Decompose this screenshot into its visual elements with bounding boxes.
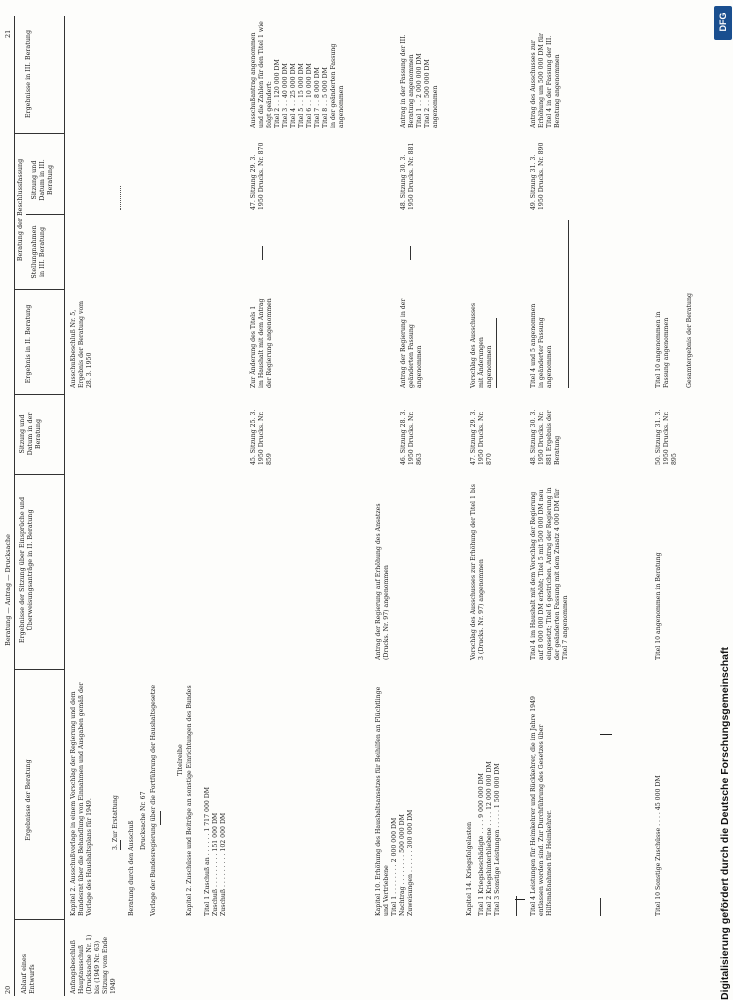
row2-col8: Ausschußantrag angenommen und die Zahlen für den Titel 1 wie folgt geändert: Titel 2 . . 120 000 DM Titel 3 . . 40 000 DM Titel 4 . . 25 000 DM Titel 5 . . 15 000 DM Titel 6 . . 10 000 DM Titel 7 . . 8 000 DM Titel 8 . . 5 000 DM in der geänderten Fassung angenommen <box>250 21 345 128</box>
dash-mark <box>160 811 161 825</box>
row4-title: Kapitel 14. Kriegsfolgelasten <box>465 821 473 916</box>
header-sep <box>14 289 64 290</box>
row5-col8: Antrag des Ausschusses zur Erhöhung um 500 000 DM für Titel 4 in der Fassung der III. Beratung angenommen <box>530 33 561 128</box>
header-col4: Sitzung und Datum in der Beratung <box>18 412 42 456</box>
row3-col2: Kapitel 10. Erhöhung des Haushaltsansatzes für Beihilfen an Flüchtlinge und Vertriebene Titel 1 . . . . . . . . 2 000 000 DM Nachtrag . . . . . . . . 500 000 DM Zuweisungen . . . . . . 300 000 DM <box>375 686 414 916</box>
cell-rule <box>568 296 569 388</box>
row5-col3: Titel 4 im Haushalt mit dem Vorschlag der Regierung auf 8 000 000 DM erhöht; Titel 5 mit 500 000 DM neu eingesetzt; Titel 6 gestrichen. Antrag der Regierung in der geänderten Fassung mit dem Zusatz 4 000 DM für Titel 7 angenommen <box>530 487 569 660</box>
dotted-placeholder <box>120 186 121 210</box>
row1-col5: Ausschußbeschluß Nr. 5, Ergebnis der Beratung vom 28. 3. 1950 <box>70 300 93 388</box>
row6-col3: Titel 10 angenommen in Beratung <box>655 552 662 660</box>
header-col6: Stellungnahmen in III. Beratung <box>30 225 46 279</box>
row4-col3: Vorschlag des Ausschusses zur Erhöhung der Titel 1 bis 3 (Drucks. Nr. 97) angenommen <box>470 484 485 660</box>
dash-mark <box>600 898 601 916</box>
row4-col4: 47. Sitzung 29. 3. 1950 Drucks. Nr. 870 <box>470 409 493 465</box>
row2-items: Titel 1 Zuschuß an . . . . . . 1 717 000 DM Zuschuß . . . . . . . . . 151 000 DM Zuschuß . . . . . . . . . 102 000 DM <box>204 786 227 916</box>
row2-col5: Zur Änderung des Titels 1 im Haushalt mit dem Antrag der Regierung angenommen <box>250 298 273 388</box>
cell-rule <box>496 318 497 388</box>
row3-col5: Antrag der Regierung in der geänderten Fassung angenommen <box>400 298 423 388</box>
row6-note: Gesamtergebnis der Beratung <box>686 293 693 388</box>
header-sep <box>14 394 64 395</box>
dash-mark <box>600 734 612 735</box>
header-col8: Ergebnisse in III. Beratung <box>24 29 32 119</box>
header-col2: Ergebnisse der Beratung <box>24 759 32 841</box>
dfg-logo-text: DFG <box>718 12 728 32</box>
row2-col7: 47. Sitzung 29. 3. 1950 Drucks. Nr. 870 <box>250 142 265 210</box>
header-col3: Ergebnisse der Sitzung über Einsprüche und Überweisungsanträge in II. Beratung <box>18 496 34 644</box>
row6-col5: Titel 10 angenommen in Fassung angenommen <box>655 311 670 388</box>
row6-col2: Titel 10 Sonstige Zuschüsse . . . . 45 000 DM <box>655 775 662 916</box>
row3-col8: Antrag in der Fassung der III. Beratung angenommen Titel 1 . . 2 000 000 DM Titel 2 . . 500 000 DM angenommen <box>400 34 439 128</box>
row5-col2: Titel 4 Leistungen für Heimkehrer und Rückkehrer, die im Jahre 1949 entlassen worden sind. Zur Durchführung des Gesetzes über Hilfsmaßnahmen für Heimkehrer. <box>530 696 553 916</box>
row2-col2: Kapitel 2. Zuschüsse und Beiträge an sonstige Einrichtungen des Bundes <box>186 685 193 916</box>
header-sep <box>14 133 64 134</box>
header-bottom-rule <box>64 16 65 996</box>
watermark-text: Digitalisierung gefördert durch die Deutsche Forschungsgemeinschaft <box>719 647 731 1000</box>
header-title: Beratung — Antrag — Drucksache <box>4 534 12 646</box>
row3-col7: 48. Sitzung 30. 3. 1950 Drucks. Nr. 881 <box>400 142 415 210</box>
header-sep <box>14 474 64 475</box>
row1-sub2: Beratung durch den Ausschuß <box>128 820 135 916</box>
dash-mark <box>120 840 121 850</box>
row6-col4: 50. Sitzung 31. 3. 1950 Drucks. Nr. 895 <box>655 409 678 465</box>
dash-mark <box>262 246 263 260</box>
header-col6-group: Beratung der Beschlussfassung <box>16 158 24 262</box>
page-number-left: 20 <box>4 985 12 994</box>
row1-col1: Anfangsbeschluß Hauptausschuß (Drucksache Nr. 1) bis (1949 Nr. 63) Sitzung vom Ende 1949 <box>70 934 117 994</box>
row2-title: Titelreihe <box>176 744 184 776</box>
row5-col5: Titel 4 und 5 angenommen in geänderter Fassung angenommen <box>530 303 553 388</box>
row5-col4: 48. Sitzung 30. 3. 1950 Drucks. Nr. 881 Ergebnis der Beratung <box>530 409 561 465</box>
header-sep <box>14 669 64 670</box>
page-number-right: 21 <box>4 29 12 38</box>
dash-mark <box>515 899 525 900</box>
header-col1: Ablauf eines Entwurfs <box>20 953 36 994</box>
row2-col4: 45. Sitzung 25. 3. 1950 Drucks. Nr. 859 <box>250 409 273 465</box>
cell-rule <box>568 220 569 300</box>
header-sep <box>26 214 64 215</box>
header-col7: Sitzung und Datum in III. Beratung <box>30 159 54 201</box>
row1-sub1: 3. Zur Erstattung <box>112 795 119 850</box>
row4-col2: Titel 1 Kriegsbeschädigte . . . . 9 000 000 DM Titel 2 Kriegshinterbliebene . . . . 12 000 000 DM Titel 3 Sonstige Leistungen . . . . . 1 500 000 DM <box>478 761 501 916</box>
row1-col2: Kapitel 2. Ausschußvorlage in einem Vorschlag der Regierung und dem Bundesrat über die Behandlung von Einnahmen und Ausgaben gemäß der Vorlage des Haushaltsplans für 1949. <box>70 682 93 916</box>
dash-mark <box>410 246 411 260</box>
header-top-rule <box>14 16 15 996</box>
row3-col3: Antrag der Regierung auf Erhöhung des Ansatzes (Drucks. Nr. 97) angenommen <box>375 503 390 660</box>
row3-col4: 46. Sitzung 28. 3. 1950 Drucks. Nr. 863 <box>400 409 423 465</box>
row4-col5: Vorschlag des Ausschusses mit Änderungen angenommen <box>470 303 493 388</box>
row1-sub3: Drucksache Nr. 67 <box>140 791 147 850</box>
row1-sub4: Vorlage der Bundesregierung über die Fortführung der Haushaltsgesetze <box>150 684 157 916</box>
row5-col7: 49. Sitzung 31. 3. 1950 Drucks. Nr. 890 <box>530 142 545 210</box>
header-sep <box>14 919 64 920</box>
header-col5: Ergebnis in II. Beratung <box>24 304 32 384</box>
